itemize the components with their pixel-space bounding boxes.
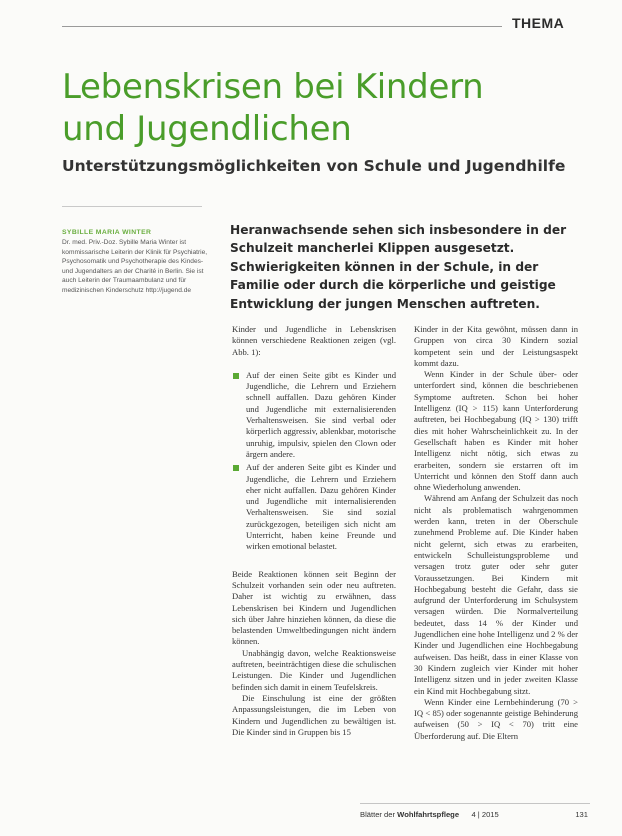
col2-paragraph-4: Wenn Kinder eine Lernbehinderung (70 > IQ < 85) oder sogenannte geistige Behinderung aufweisen (50 > IQ < 70) tritt eine Überforderung auf. Die Eltern bbox=[414, 696, 578, 741]
issue-number: 4 | 2015 bbox=[471, 810, 499, 819]
journal-brand: Wohlfahrtspflege bbox=[397, 810, 460, 819]
article-title bbox=[62, 66, 562, 150]
body-column-1 bbox=[232, 324, 396, 738]
author-bio-text: Dr. med. Priv.-Doz. Sybille Maria Winter ist kommissarische Leiterin der Klinik für Psychiatrie, Psychosomatik und Psychotherapie des Kindes- und Jugendalters an der Charité in Berlin. Sie ist auch Leiterin der Traumaambulanz und für medizinischen Kinderschutz bbox=[62, 239, 208, 294]
list-item bbox=[232, 370, 396, 460]
footer-rule bbox=[360, 803, 590, 804]
col1-paragraph-2: Beide Reaktionen können seit Beginn der Schulzeit vorhanden sein oder neu auftreten. Daher ist wichtig zu erwähnen, dass Lebenskrisen bei Kindern und Jugendlichen sich über Jahre hinziehen können, da diese die belastenden Umweltbedingungen nicht ändern können. bbox=[232, 568, 396, 647]
author-sidebar bbox=[62, 229, 212, 296]
col2-paragraph-2: Wenn Kinder in der Schule über- oder unterfordert sind, können die beschriebenen Symptome auftreten. Schon bei hoher Intelligenz (IQ > 115) kann Unterforderung auftreten, bei Hochbegabung (IQ > 130) trifft dies mit hoher Wahrscheinlichkeit zu. In der Gesellschaft haben es Kinder mit hoher Intelligenz nicht nötig, sich etwas zu erarbeiten, sondern sie erstarren oft im Unterricht und können den Stoff dann auch ohne Wiederholung anwenden. bbox=[414, 369, 578, 493]
author-bio bbox=[62, 238, 212, 296]
footer-separator bbox=[464, 810, 466, 819]
section-label: THEMA bbox=[512, 15, 565, 31]
reaction-list bbox=[232, 370, 396, 553]
list-item-text: Auf der einen Seite gibt es Kinder und Jugendliche, die Lehrern und Erziehern schnell auffallen. Dazu gehören Kinder und Jugendliche mit externalisierenden Verhaltensweisen. Sie sind verbal oder körperlich aggressiv, ablenkbar, motorische unruhig, impulsiv, spielen den Clown oder ärgern andere. bbox=[246, 369, 396, 459]
lead-paragraph: Heranwachsende sehen sich insbesondere in der Schulzeit mancherlei Klippen ausgesetzt. Schwierigkeiten können in der Schule, in der Familie oder durch die körperliche und geistige Entwicklung der jungen Menschen auftreten. bbox=[230, 223, 567, 311]
header-rule bbox=[62, 26, 502, 27]
author-name: SYBILLE MARIA WINTER bbox=[62, 229, 152, 236]
col1-paragraph-3: Unabhängig davon, welche Reaktionsweise auftreten, beeinträchtigen diese die schulischen Leistungen. Die Kinder und Jugendlichen befinden sich damit in einem Teufelskreis. bbox=[232, 647, 396, 692]
sidebar-top-rule bbox=[62, 206, 202, 207]
page-footer bbox=[360, 810, 590, 819]
body-column-2 bbox=[414, 324, 578, 742]
bullet-square-icon bbox=[233, 373, 239, 379]
col2-paragraph-1: Kinder in der Kita gewöhnt, müssen dann in Gruppen von circa 30 Kindern sozial kompetent sein und der Leistungsaspekt kommt dazu. bbox=[414, 324, 578, 368]
article-subtitle: Unterstützungsmöglichkeiten von Schule und Jugendhilfe bbox=[62, 157, 566, 175]
list-item bbox=[232, 462, 396, 552]
journal-prefix: Blätter der bbox=[360, 810, 396, 819]
col2-paragraph-3: Während am Anfang der Schulzeit das noch nicht als problematisch wahrgenommen werden kann, treten in der Oberschule zunehmend Probleme auf. Die Kinder haben nicht gelernt, sich etwas zu erarbeiten, entwickeln Schulleistungsprobleme und versagen trotz guter oder sehr guter Voraussetzungen. Bei Kindern mit Hochbegabung besteht die Gefahr, dass sie aufgrund der Unterforderung im Schulsystem versagen würden. Die Normalverteilung bedeutet, dass 14 % der Kinder und Jugendlichen eine hohe Intelligenz und 2 % der Kinder und Jugendlichen eine Hochbegabung aufweisen. Das heißt, dass in einer Klasse von 30 Kindern zugleich vier Kinder mit hoher Intelligenz sitzen und in jeder zweiten Klasse ein Kind mit Hochbegabung sitzt. bbox=[414, 493, 578, 696]
col1-paragraph-4: Die Einschulung ist eine der größten Anpassungsleistungen, die im Leben von Kindern und Jugendlichen zu bewältigen ist. Die Kinder sind in Gruppen bis 15 bbox=[232, 692, 396, 737]
title-line-1: Lebenskrisen bei Kindern bbox=[62, 67, 484, 107]
page-number: 131 bbox=[575, 810, 588, 819]
author-url[interactable]: http://jugend.de bbox=[145, 286, 192, 294]
title-line-2: und Jugendlichen bbox=[62, 109, 352, 149]
list-item-text: Auf der anderen Seite gibt es Kinder und Jugendliche, die Lehrern und Erziehern eher nicht auffallen. Dazu gehören Kinder und Jugendliche mit internalisierenden Verhaltensweisen. Sie sind sozial zurückgezogen, beteiligen sich nicht am Unterricht, haben keine Freunde und wirken emotional belastet. bbox=[246, 462, 396, 552]
bullet-square-icon bbox=[233, 465, 239, 471]
col1-paragraph-1: Kinder und Jugendliche in Lebenskrisen können verschiedene Reaktionen zeigen (vgl. Abb. 1): bbox=[232, 324, 396, 357]
